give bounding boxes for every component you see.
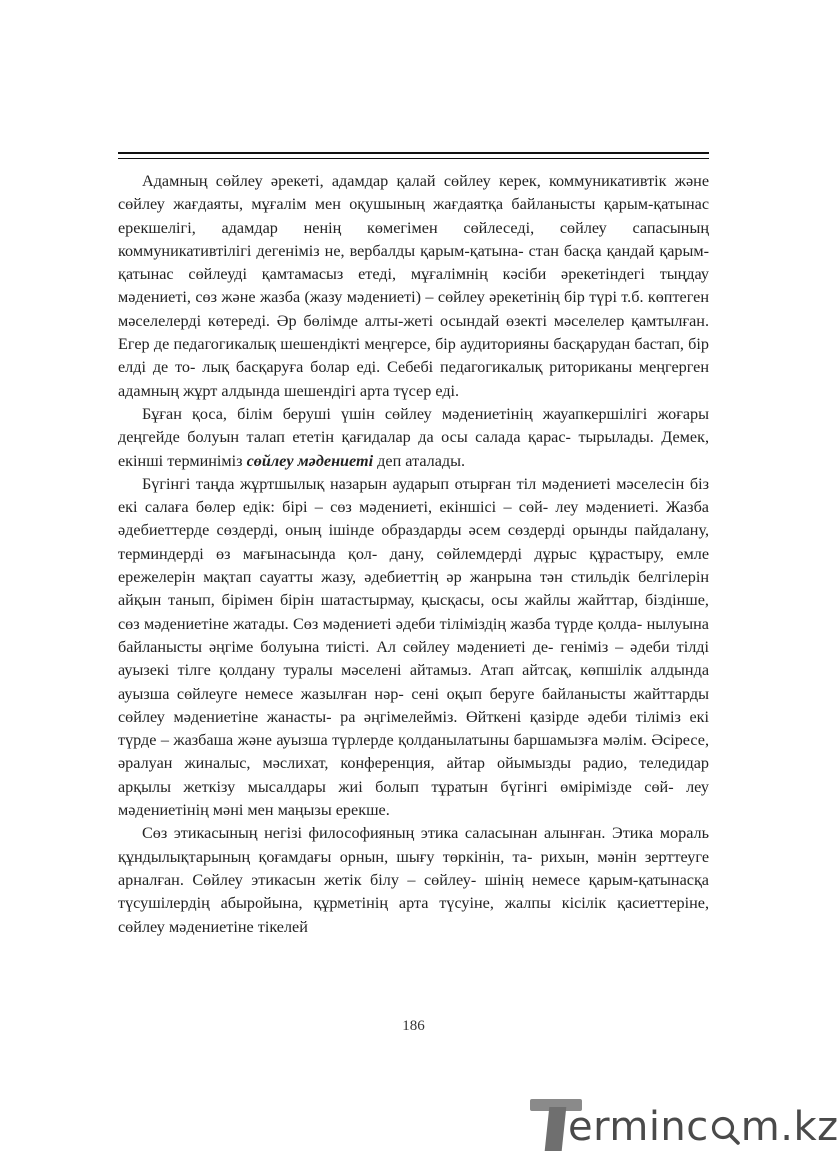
paragraph-line: леу мәдениетінің мәні мен маңызы ерекше. <box>118 777 710 820</box>
paragraph-line: геніміз – әдеби тілді ауызекі тілге қолдану туралы мәселені айтамыз. <box>118 637 710 680</box>
paragraph-line: шінің немесе қарым-қатынасқа түсушілердің абыройына, құрметінің <box>118 870 709 913</box>
paragraph-line: мәдениетіне жатады. Сөз мәдениеті әдеби тіліміздің жазба түрде қолда- <box>144 614 643 633</box>
paragraph-line: алты-жеті осындай өзекті мәселелер қамтылған. Егер де педагогикалық <box>118 311 709 354</box>
logo-text-part2: m.kz <box>740 1104 839 1150</box>
paragraph-line: Бұған қоса, білім беруші үшін сөйлеу мәдениетінің жауапкершілігі <box>142 404 648 423</box>
body-text <box>118 170 709 939</box>
paragraph-line: адамның жұрт алдында шешендігі арта түсер еді. <box>118 381 460 400</box>
paragraph-line: жиналыс, мәслихат, конференция, айтар ойымызды радио, теледидар <box>184 754 710 773</box>
paragraph-line: ра әңгімелейміз. Өйткені қазірде әдеби тіліміз екі түрде – жазбаша және <box>118 707 710 750</box>
term-speech-culture: сөйлеу мәдениеті <box>246 451 374 470</box>
paragraph-line: Сөз этикасының негізі философияның этика саласынан алынған. <box>142 824 606 843</box>
paragraph-line: бірімен бірін шатастырмау, қысқасы, осы жайлы жайттар, біздінше, сөз <box>118 591 709 633</box>
header-rule-thick <box>118 152 709 154</box>
paragraph-line: және сөйлеу жағдаяты, мұғалім мен оқушының жағдаятқа байланысты <box>118 172 710 214</box>
termincom-logo <box>530 1097 839 1155</box>
paragraph-line: стан басқа қандай қарым-қатынас сөйлеуді қамтамасыз етеді, мұғалімнің <box>118 241 710 284</box>
paragraph-line: сапасының коммуникативтілігі дегеніміз не, вербалды қарым-қатына- <box>118 218 709 260</box>
paragraph-line: леу мәдениеті. Жазба әдебиеттерде сөздерді, оның ішінде образдарды <box>118 498 709 540</box>
paragraph-line: әсем сөздерді орынды пайдалану, терминдерді өз мағынасында қол- <box>118 521 709 563</box>
logo-wordmark <box>568 1103 839 1151</box>
paragraph-line: жоғары деңгейде болуын талап ететін қағидалар да осы салада қарас- <box>118 404 710 447</box>
paragraph-2 <box>118 403 709 473</box>
header-rule-thin <box>118 158 709 159</box>
paragraph-4 <box>118 822 709 938</box>
paragraph-line: лық басқаруға болар еді. Себебі педагогикалық риториканы меңгерген <box>202 358 709 377</box>
paragraph-line: кәсіби әрекетіндегі тыңдау мәдениеті, сөз және жазба (жазу мәдениеті) – <box>118 265 710 307</box>
logo-text-part1: erminc <box>568 1104 709 1150</box>
paragraph-line: ауызша түрлерде қолданылатыны баршамызға мәлім. Әсіресе, әралуан <box>118 731 709 773</box>
paragraph-line: нылуына байланысты әңгіме болуына тиісті. Ал сөйлеу мәдениеті де- <box>118 614 709 656</box>
paragraph-line: деп аталады. <box>373 451 466 470</box>
paragraph-line: арта түсуіне, жалпы кісілік қасиеттеріне, сөйлеу мәдениетіне тікелей <box>118 894 709 936</box>
magnifier-icon <box>710 1114 740 1144</box>
paragraph-line: Адамның сөйлеу әрекеті, адамдар қалай сөйлеу керек, коммуникативтік <box>142 172 667 190</box>
paragraph-line: Этика мораль құндылықтарының қоғамдағы орнын, шығу төркінін, та- <box>118 824 710 866</box>
paragraph-3 <box>118 473 709 822</box>
paragraph-line: тырылады. Демек, екінші терминіміз <box>118 428 710 470</box>
paragraph-line: Бүгінгі таңда жұртшылық назарын аударып отырған тіл мәдениеті <box>142 474 611 493</box>
page-number: 186 <box>402 1018 425 1034</box>
paragraph-1 <box>118 170 709 403</box>
paragraph-line: Атап айтсақ, көпшілік алдында ауызша сөйлеуге немесе жазылған нәр- <box>118 661 710 703</box>
paragraph-line: рихын, мәнін зерттеуге арналған. Сөйлеу этикасын жетік білу – сөйлеу- <box>118 847 710 889</box>
paragraph-line: сөйлеу әрекетінің бір түрі т.б. көптеген мәселелерді көтереді. Әр бөлімде <box>118 288 710 330</box>
paragraph-line: шешендікті меңгерсе, бір аудиторияны басқарудан бастап, бір елді де то- <box>118 335 710 377</box>
paragraph-line: арқылы жеткізу мысалдары жиі болып тұратын бүгінгі өмірімізде сөй- <box>118 777 674 796</box>
paragraph-line: жазу, әдебиеттің әр жанрына тән стильдік белгілерін айқын танып, <box>118 568 710 610</box>
paragraph-line: дану, сөйлемдерді дұрыс құрастыру, емле ережелерін мақтап сауатты <box>118 544 709 587</box>
paragraph-line: қарым-қатынас ерекшелігі, адамдар ненің көмегімен сөйлеседі, сөйлеу <box>118 195 710 237</box>
paragraph-line: сені оқып беруге байланысты жайттарды сөйлеу мәдениетіне жанасты- <box>118 684 710 726</box>
paragraph-line: мәселесін біз екі салаға бөлер едік: бірі – сөз мәдениеті, екіншісі – сөй- <box>118 474 709 517</box>
